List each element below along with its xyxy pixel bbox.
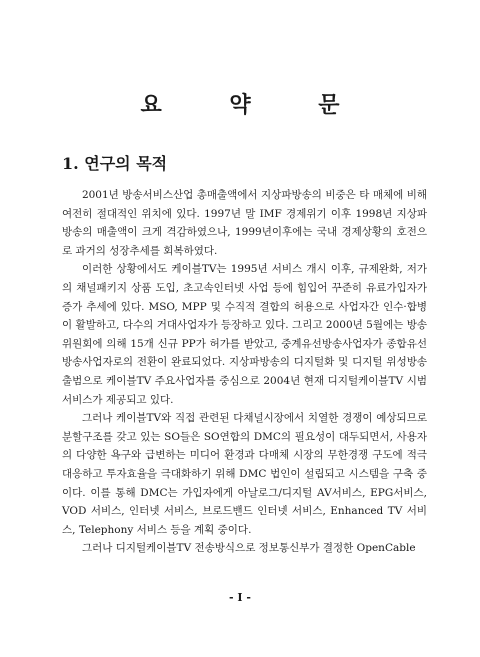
page-number: - I -: [229, 591, 251, 604]
document-title: 요 약 문: [140, 92, 370, 118]
section-heading: 1. 연구의 목적: [62, 154, 168, 173]
body-text: [62, 186, 427, 558]
paragraph-4: 그러나 디지털케이블TV 전송방식으로 정보통신부가 결정한 OpenCable: [81, 542, 416, 555]
paragraph-1: 2001년 방송서비스산업 총매출액에서 지상파방송의 비중은 타 매체에 비해 여전히 절대적인 위치에 있다. 1997년 말 IMF 경제위기 이후 1998년 지상파방송의 매출액이 크게 격감하였으나, 1999년이후에는 국내 경제상황의 호전으로 과거의 성장추세를 회복하였다.: [62, 189, 427, 257]
paragraph-3: 그러나 케이블TV와 직접 관련된 다채널시장에서 치열한 경쟁이 예상되므로 분할구조를 갖고 있는 SO들은 SO연합의 DMC의 필요성이 대두되면서, 사용자의 다양한 욕구와 급변하는 미디어 환경과 다매체 시장의 무한경쟁 구도에 적극 대응하고 투자효율을 극대화하기 위해 DMC 법인이 설립되고 시스템을 구축 중이다. 이를 통해 DMC는 가입자에게 아날로그/디지털 AV서비스, EPG서비스, VOD 서비스, 인터넷 서비스, 브로드밴드 인터넷 서비스, Enhanced TV 서비스, Telephony 서비스 등을 계획 중이다.: [62, 412, 427, 536]
paragraph-2: 이러한 상황에서도 케이블TV는 1995년 서비스 개시 이후, 규제완화, 저가의 채널패키지 상품 도입, 초고속인터넷 사업 등에 힘입어 꾸준히 유료가입자가 증가 추세에 있다. MSO, MPP 및 수직적 결합의 허용으로 사업자간 인수·합병이 활발하고, 다수의 거대사업자가 등장하고 있다. 그리고 2000년 5월에는 방송위원회에 의해 15개 신규 PP가 허가를 받았고, 중계유선방송사업자가 종합유선방송사업자로의 전환이 완료되었다. 지상파방송의 디지털화 및 디지털 위성방송 출범으로 케이블TV 주요사업자를 중심으로 2004년 현재 디지털케이블TV 시범서비스가 제공되고 있다.: [62, 263, 427, 406]
